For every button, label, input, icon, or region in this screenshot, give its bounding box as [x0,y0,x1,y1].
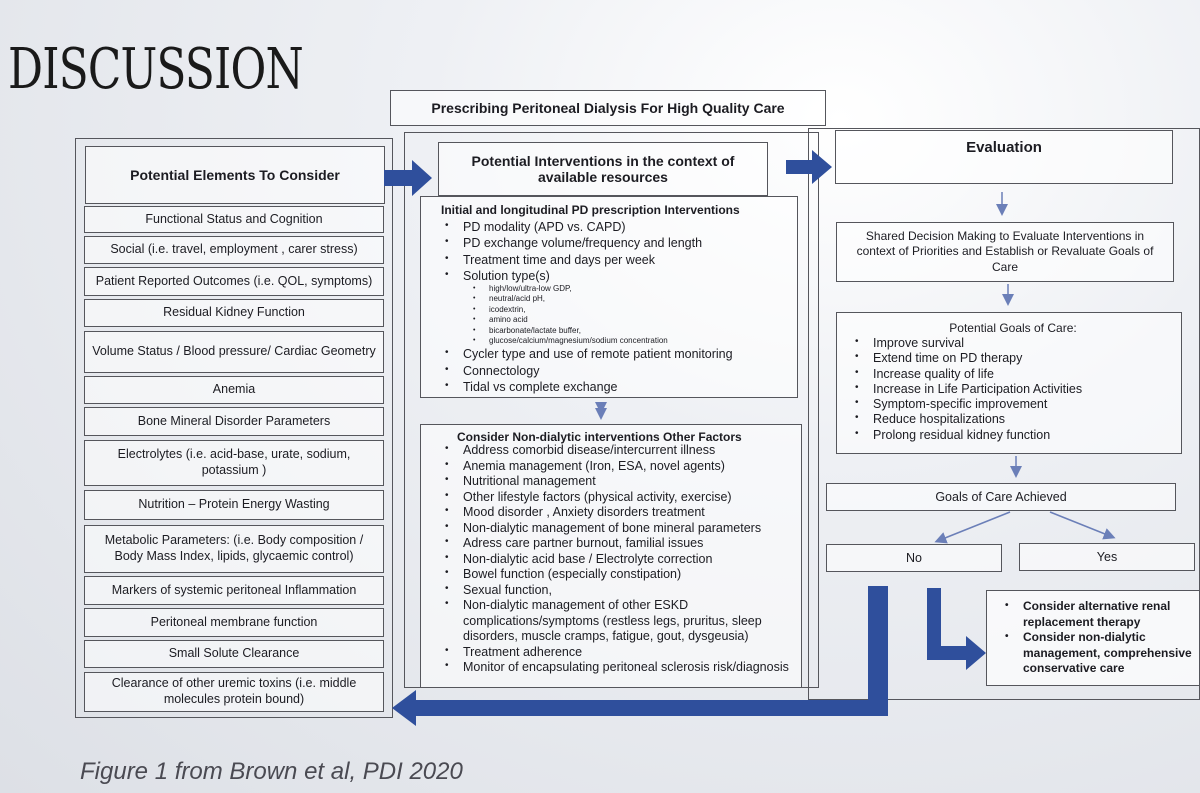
list-item: • Non-dialytic acid base / Electrolyte correction [455,552,795,568]
list-item: • Adress care partner burnout, familial issues [455,536,795,552]
list-item: • Cycler type and use of remote patient monitoring [455,346,789,362]
list-item: • PD modality (APD vs. CAPD) [455,219,789,235]
arrow-to-alternatives [927,588,986,670]
list-item: • Treatment adherence [455,645,795,661]
list-item: • neutral/acid pH, [481,294,789,304]
arrow-achieved-to-no [940,512,1010,540]
list-item: • Increase in Life Participation Activities [865,382,1175,397]
list-item: • glucose/calcium/magnesium/sodium concentration [481,336,789,346]
list-item: • Tidal vs complete exchange [455,379,789,395]
element-item: Peritoneal membrane function [84,608,384,637]
element-item: Patient Reported Outcomes (i.e. QOL, symptoms) [84,267,384,296]
list-item: • bicarbonate/lactate buffer, [481,326,789,336]
element-item: Social (i.e. travel, employment , carer stress) [84,236,384,264]
list-item: • Consider alternative renal replacement therapy [1015,599,1195,630]
goals-achieved-box: Goals of Care Achieved [826,483,1176,511]
list-item: • high/low/ultra-low GDP, [481,284,789,294]
list-item: • Sexual function, [455,583,795,599]
element-item: Functional Status and Cognition [84,206,384,233]
element-item: Bone Mineral Disorder Parameters [84,407,384,436]
pd-prescription-title: Initial and longitudinal PD prescription Interventions [441,203,740,217]
shared-decision-box: Shared Decision Making to Evaluate Interventions in context of Priorities and Establish or Revaluate Goals of Care [836,222,1174,282]
list-item: • Address comorbid disease/intercurrent illness [455,443,795,459]
list-item: • Nutritional management [455,474,795,490]
element-item: Clearance of other uremic toxins (i.e. middle molecules protein bound) [84,672,384,712]
list-item: • icodextrin, [481,305,789,315]
list-item: • Bowel function (especially constipation) [455,567,795,583]
list-item: • Symptom-specific improvement [865,397,1175,412]
slide-title: DISCUSSION [8,37,303,102]
element-item: Nutrition – Protein Energy Wasting [84,490,384,520]
list-item: • Monitor of encapsulating peritoneal sclerosis risk/diagnosis [455,660,795,676]
list-item: • Reduce hospitalizations [865,412,1175,427]
arrow-achieved-to-yes [1050,512,1110,536]
list-item: • Increase quality of life [865,367,1175,382]
list-item: • PD exchange volume/frequency and length [455,235,789,251]
list-item: • Connectology [455,363,789,379]
element-item: Electrolytes (i.e. acid-base, urate, sodium, potassium ) [84,440,384,486]
left-column-header: Potential Elements To Consider [85,146,385,204]
element-item: Volume Status / Blood pressure/ Cardiac Geometry [84,331,384,373]
arrow-middle-to-right [786,150,832,184]
list-item: • Non-dialytic management of bone mineral parameters [455,521,795,537]
feedback-loop-arrow [392,586,888,726]
other-factors-title: Consider Non-dialytic interventions Other Factors [457,430,742,444]
list-item: • Anemia management (Iron, ESA, novel agents) [455,459,795,475]
figure-caption: Figure 1 from Brown et al, PDI 2020 [80,758,463,785]
evaluation-header: Evaluation [835,130,1173,184]
element-item: Metabolic Parameters: (i.e. Body composition / Body Mass Index, lipids, glycaemic control) [84,525,384,573]
element-item: Residual Kidney Function [84,299,384,327]
list-item: • Prolong residual kidney function [865,428,1175,443]
arrow-left-to-middle [384,160,432,196]
list-item: • Extend time on PD therapy [865,351,1175,366]
no-box: No [826,544,1002,572]
list-item: • amino acid [481,315,789,325]
list-item: • Mood disorder , Anxiety disorders treatment [455,505,795,521]
goals-title: Potential Goals of Care: [949,321,1077,335]
list-item: • Treatment time and days per week [455,252,789,268]
list-item: • Solution type(s) [455,268,789,284]
element-item: Small Solute Clearance [84,640,384,668]
list-item: • Other lifestyle factors (physical activity, exercise) [455,490,795,506]
figure-title: Prescribing Peritoneal Dialysis For High Quality Care [390,90,826,126]
element-item: Markers of systemic peritoneal Inflammation [84,576,384,605]
yes-box: Yes [1019,543,1195,571]
middle-column-header: Potential Interventions in the context of available resources [438,142,768,196]
element-item: Anemia [84,376,384,404]
list-item: • Non-dialytic management of other ESKD complications/symptoms (restless legs, pruritus, sleep disorders, muscle cramps, fatigue, gout, dysgeusia) [455,598,795,645]
list-item: • Improve survival [865,336,1175,351]
list-item: • Consider non-dialytic management, comprehensive conservative care [1015,630,1195,677]
